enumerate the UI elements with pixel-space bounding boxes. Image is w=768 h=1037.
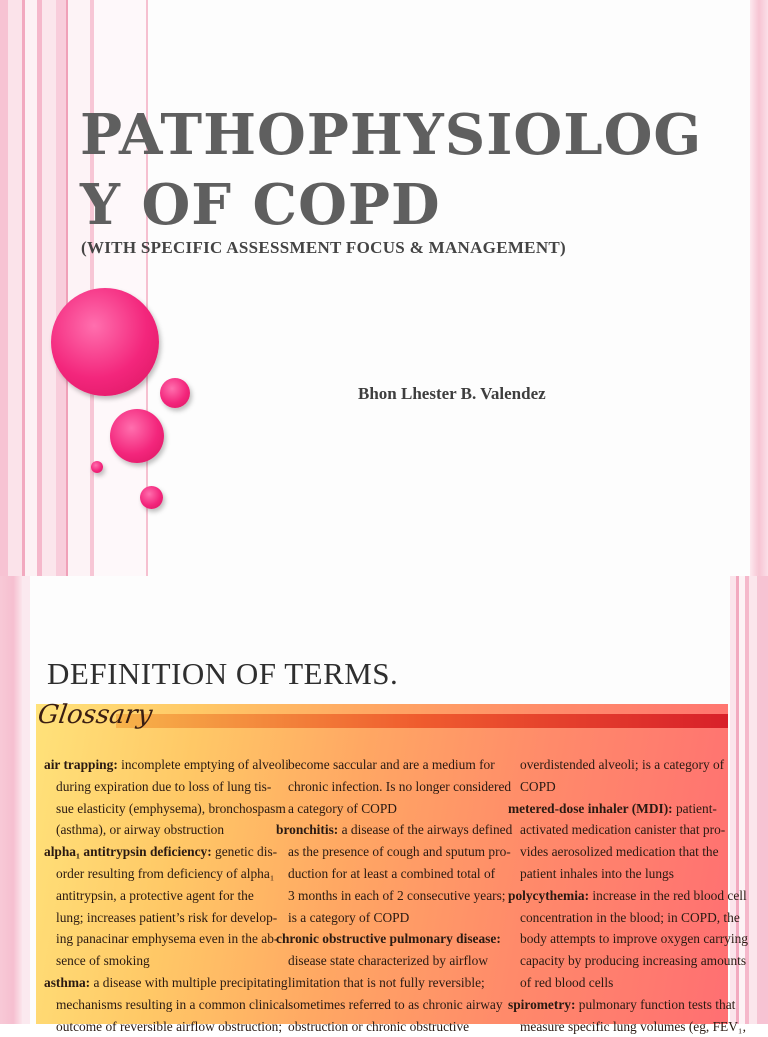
glossary-entry xyxy=(508,994,748,1037)
glossary-entry xyxy=(276,819,512,928)
glossary-definition-line: is a category of COPD xyxy=(288,909,410,925)
glossary-definition-line: sue elasticity (emphysema), bronchospasm xyxy=(56,800,286,816)
glossary-heading: Glossary xyxy=(35,700,155,730)
glossary-definition-line: during expiration due to loss of lung tis- xyxy=(56,778,272,794)
glossary-term: metered-dose inhaler (MDI): xyxy=(508,800,673,816)
glossary-definition-line: disease state characterized by airflow xyxy=(288,953,489,969)
glossary-definition-line: vides aerosolized medication that the xyxy=(520,844,719,860)
glossary-entry xyxy=(44,754,289,841)
decorative-circle-small xyxy=(160,378,190,408)
slide-subtitle: (WITH SPECIFIC ASSESSMENT FOCUS & MANAGEMENT) xyxy=(81,238,567,257)
glossary-entry xyxy=(44,972,289,1037)
left-edge-stripe-light xyxy=(22,576,30,1024)
glossary-definition-line: concentration in the blood; in COPD, the xyxy=(520,909,740,925)
glossary-definition-line: sometimes referred to as chronic airway xyxy=(288,996,503,1012)
glossary-definition-line: become saccular and are a medium for xyxy=(288,757,495,772)
glossary-entry xyxy=(508,798,748,885)
glossary-definition-line: 3 months in each of 2 consecutive years; xyxy=(288,887,506,903)
glossary-definition-line: duction for at least a combined total of xyxy=(288,865,496,881)
glossary-definition-line: ing panacinar emphysema even in the ab- xyxy=(56,931,279,947)
slide-2 xyxy=(0,576,768,1034)
right-edge-stripe xyxy=(750,0,768,576)
glossary-definition-text: increase in the red blood cell xyxy=(589,887,747,903)
glossary-image xyxy=(35,700,748,1034)
glossary-entry-first-line xyxy=(508,994,748,1016)
glossary-definition-line: limitation that is not fully reversible; xyxy=(288,974,485,990)
glossary-definition-line: as the presence of cough and sputum pro- xyxy=(288,844,511,860)
glossary-term: bronchitis: xyxy=(276,822,339,838)
glossary-definition-line: outcome of reversible airflow obstruction; xyxy=(56,1018,283,1034)
glossary-definition-line: antitrypsin, a protective agent for the xyxy=(56,887,254,903)
glossary-header xyxy=(35,700,728,738)
glossary-definition-text: pulmonary function tests that xyxy=(575,996,736,1012)
glossary-entry-first-line xyxy=(44,972,289,994)
decorative-circle-small-2 xyxy=(140,486,163,509)
glossary-definition-line: activated medication canister that pro- xyxy=(520,822,726,838)
glossary-definition-line: patient inhales into the lungs xyxy=(520,865,674,881)
title-line-1: PATHOPHYSIOLOG xyxy=(80,102,703,168)
glossary-entry-first-line xyxy=(508,885,748,907)
glossary-entry-first-line xyxy=(508,798,748,820)
decorative-circle-large xyxy=(51,288,159,396)
glossary-definition-line: mechanisms resulting in a common clinical xyxy=(56,996,289,1012)
glossary-definition-line: (asthma), or airway obstruction xyxy=(56,822,225,838)
glossary-definition-text: a disease with multiple precipitating xyxy=(90,974,288,990)
decorative-circle-tiny xyxy=(91,461,103,473)
glossary-definition-line: overdistended alveoli; is a category of xyxy=(520,757,725,772)
glossary-term: spirometry: xyxy=(508,996,576,1012)
glossary-definition-line: of red blood cells xyxy=(520,974,614,990)
glossary-entry xyxy=(508,885,748,994)
decorative-circle-medium xyxy=(110,409,164,463)
glossary-term: chronic obstructive pulmonary disease: xyxy=(276,931,501,947)
glossary-definition-line: body attempts to improve oxygen carrying xyxy=(520,931,748,947)
section-title: DEFINITION OF TERMS. xyxy=(47,656,399,691)
glossary-definition-line: measure specific lung volumes (eg, FEV₁, xyxy=(520,1018,746,1034)
glossary-column-1 xyxy=(44,754,289,1037)
glossary-definition-line: order resulting from deficiency of alpha₁ xyxy=(56,865,275,881)
left-edge-stripe xyxy=(0,576,22,1024)
glossary-entry-first-line xyxy=(44,754,289,776)
glossary-term: asthma: xyxy=(44,974,91,990)
glossary-entry xyxy=(276,754,512,819)
glossary-entry xyxy=(508,754,748,798)
glossary-entry-first-line xyxy=(276,819,512,841)
glossary-definition-text: incomplete emptying of alveoli xyxy=(117,757,289,772)
glossary-definition-text: patient- xyxy=(672,800,717,816)
glossary-term: alpha₁ antitrypsin deficiency: xyxy=(44,844,212,860)
glossary-column-2 xyxy=(276,754,512,1037)
slide-title xyxy=(80,100,703,240)
glossary-definition-line: capacity by producing increasing amounts xyxy=(520,953,747,969)
glossary-term: polycythemia: xyxy=(508,887,590,903)
glossary-definition-line: COPD xyxy=(520,778,556,794)
glossary-entry-first-line xyxy=(44,841,289,863)
glossary-definition-line: obstruction or chronic obstructive xyxy=(288,1018,470,1034)
glossary-column-3 xyxy=(508,754,748,1037)
glossary-definition-text: a disease of the airways defined xyxy=(338,822,513,838)
glossary-definition-text: genetic dis- xyxy=(211,844,278,860)
title-line-2: Y OF COPD xyxy=(80,172,441,238)
author-name: Bhon Lhester B. Valendez xyxy=(358,384,546,403)
glossary-entry xyxy=(276,928,512,1037)
glossary-entry-first-line xyxy=(276,928,512,950)
glossary-definition-line: chronic infection. Is no longer considered xyxy=(288,778,512,794)
glossary-definition-line: sence of smoking xyxy=(56,953,150,969)
glossary-header-bar xyxy=(116,714,728,728)
glossary-definition-line: a category of COPD xyxy=(288,800,397,816)
glossary-definition-line: lung; increases patient’s risk for develop- xyxy=(56,909,278,925)
left-stripe-decoration xyxy=(0,0,150,576)
glossary-term: air trapping: xyxy=(44,757,118,772)
glossary-entry xyxy=(44,841,289,972)
